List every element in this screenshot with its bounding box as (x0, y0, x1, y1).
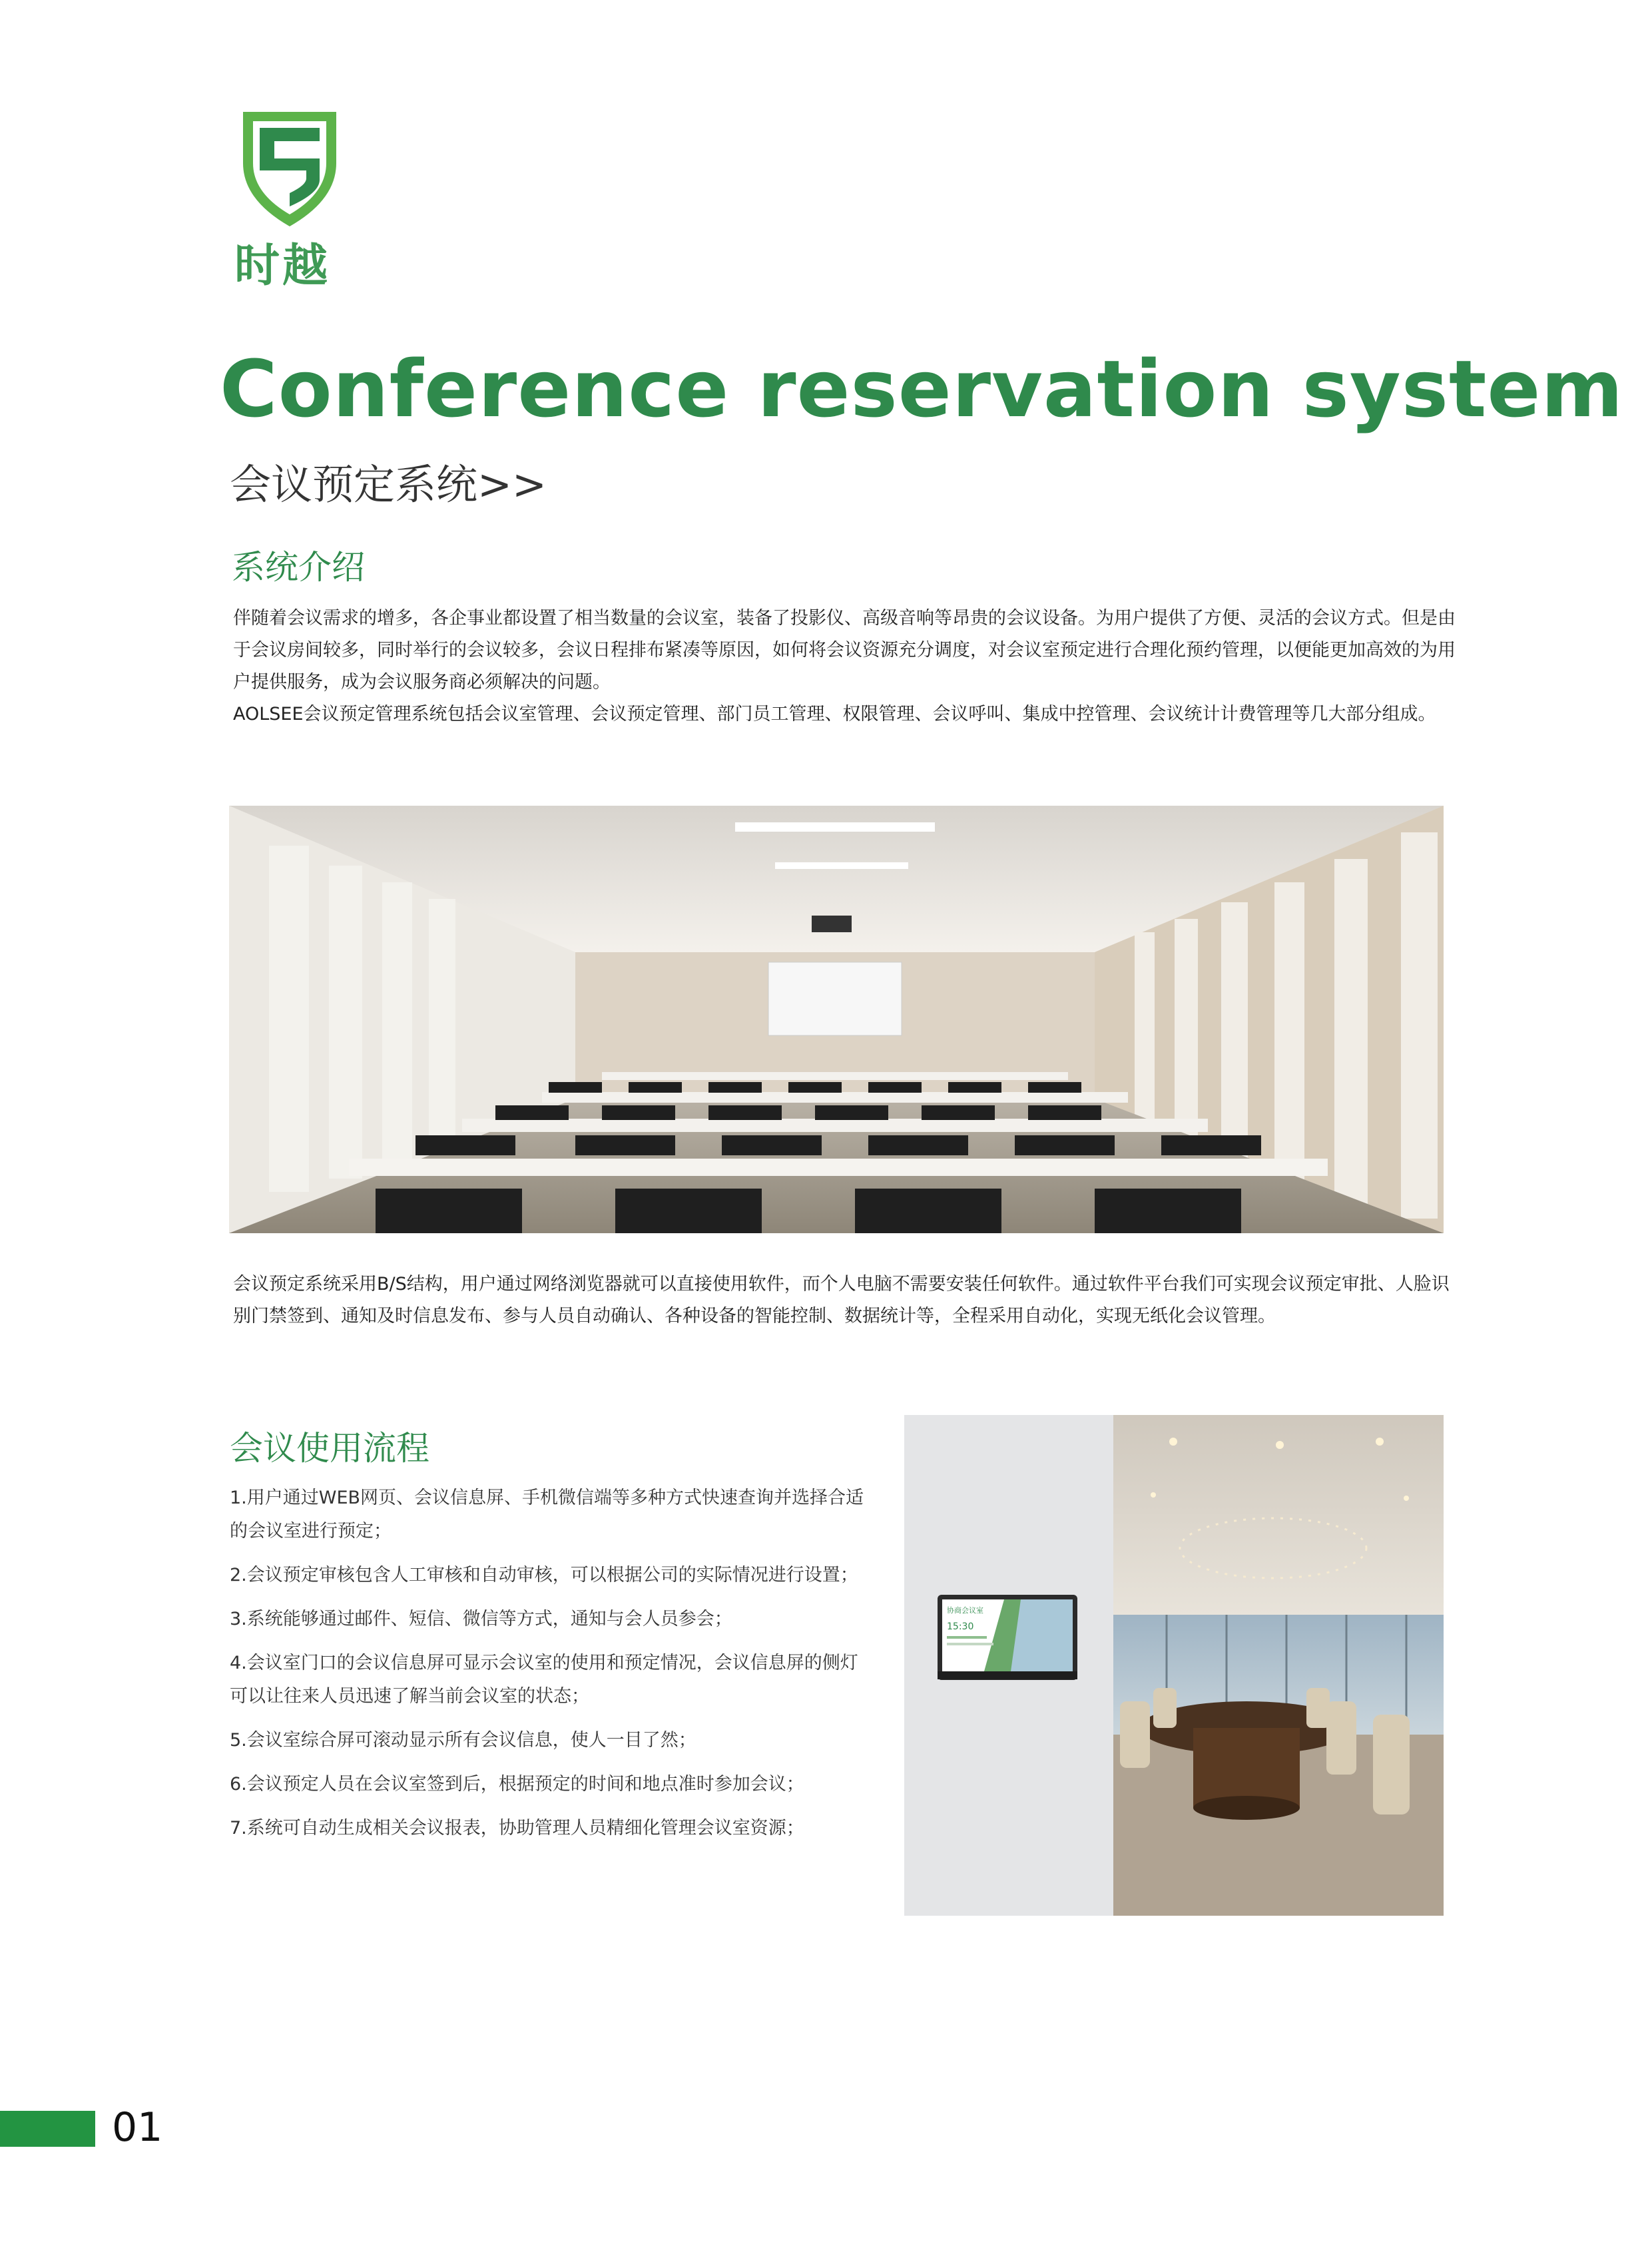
process-steps-list (230, 1482, 869, 1856)
system-description (233, 1268, 1465, 1332)
intro-text (233, 603, 1465, 730)
description-text: 会议预定系统采用B/S结构，用户通过网络浏览器就可以直接使用软件，而个人电脑不需要安装任何软件。通过软件平台我们可实现会议预定审批、人脸识别门禁签到、通知及时信息发布、参与人员自动确认、各种设备的智能控制、数据统计等，全程采用自动化，实现无纸化会议管理。 (233, 1274, 1450, 1326)
screen-title: 协商会议室 (947, 1606, 983, 1615)
title-chinese: 会议预定系统>> (230, 460, 547, 509)
section-heading-process: 会议使用流程 (230, 1429, 429, 1468)
conference-room-image (229, 806, 1444, 1233)
title-english: Conference reservation system (220, 343, 1624, 435)
intro-paragraph: AOLSEE会议预定管理系统包括会议室管理、会议预定管理、部门员工管理、权限管理、会议呼叫、集成中控管理、会议统计计费管理等几大部分组成。 (233, 704, 1436, 724)
list-item: 5.会议室综合屏可滚动显示所有会议信息，使人一目了然； (230, 1730, 696, 1751)
meeting-info-screen-image (904, 1415, 1113, 1916)
list-item: 2.会议预定审核包含人工审核和自动审核，可以根据公司的实际情况进行设置； (230, 1565, 858, 1585)
brand-name: 时越 (234, 240, 331, 292)
page-number: 01 (112, 2104, 163, 2151)
list-item: 3.系统能够通过邮件、短信、微信等方式，通知与会人员参会； (230, 1609, 732, 1629)
page-marker-bar (0, 2111, 95, 2147)
intro-paragraph: 伴随着会议需求的增多，各企事业都设置了相当数量的会议室，装备了投影仪、高级音响等昂贵的会议设备。为用户提供了方便、灵活的会议方式。但是由于会议房间较多，同时举行的会议较多，会议日程排布紧凑等原因，如何将会议资源充分调度，对会议室预定进行合理化预约管理，以便能更加高效的为用户提供服务，成为会议服务商必须解决的问题。 (233, 608, 1456, 693)
conference-room-photo (229, 806, 1444, 1233)
list-item: 7.系统可自动生成相关会议报表，协助管理人员精细化管理会议室资源； (230, 1818, 804, 1838)
list-item: 4.会议室门口的会议信息屏可显示会议室的使用和预定情况，会议信息屏的侧灯可以让往来人员迅速了解当前会议室的状态； (230, 1653, 858, 1707)
list-item: 1.用户通过WEB网页、会议信息屏、手机微信端等多种方式快速查询并选择合适的会议室进行预定； (230, 1488, 864, 1541)
section-heading-intro: 系统介绍 (232, 548, 365, 587)
meeting-room-image (1113, 1415, 1444, 1916)
screen-time: 15:30 (947, 1621, 974, 1632)
list-item: 6.会议预定人员在会议室签到后，根据预定的时间和地点准时参加会议； (230, 1774, 804, 1795)
meeting-room-photo (1113, 1415, 1444, 1916)
shield-s-logo-icon (233, 100, 346, 233)
info-screen-panel (904, 1415, 1113, 1916)
